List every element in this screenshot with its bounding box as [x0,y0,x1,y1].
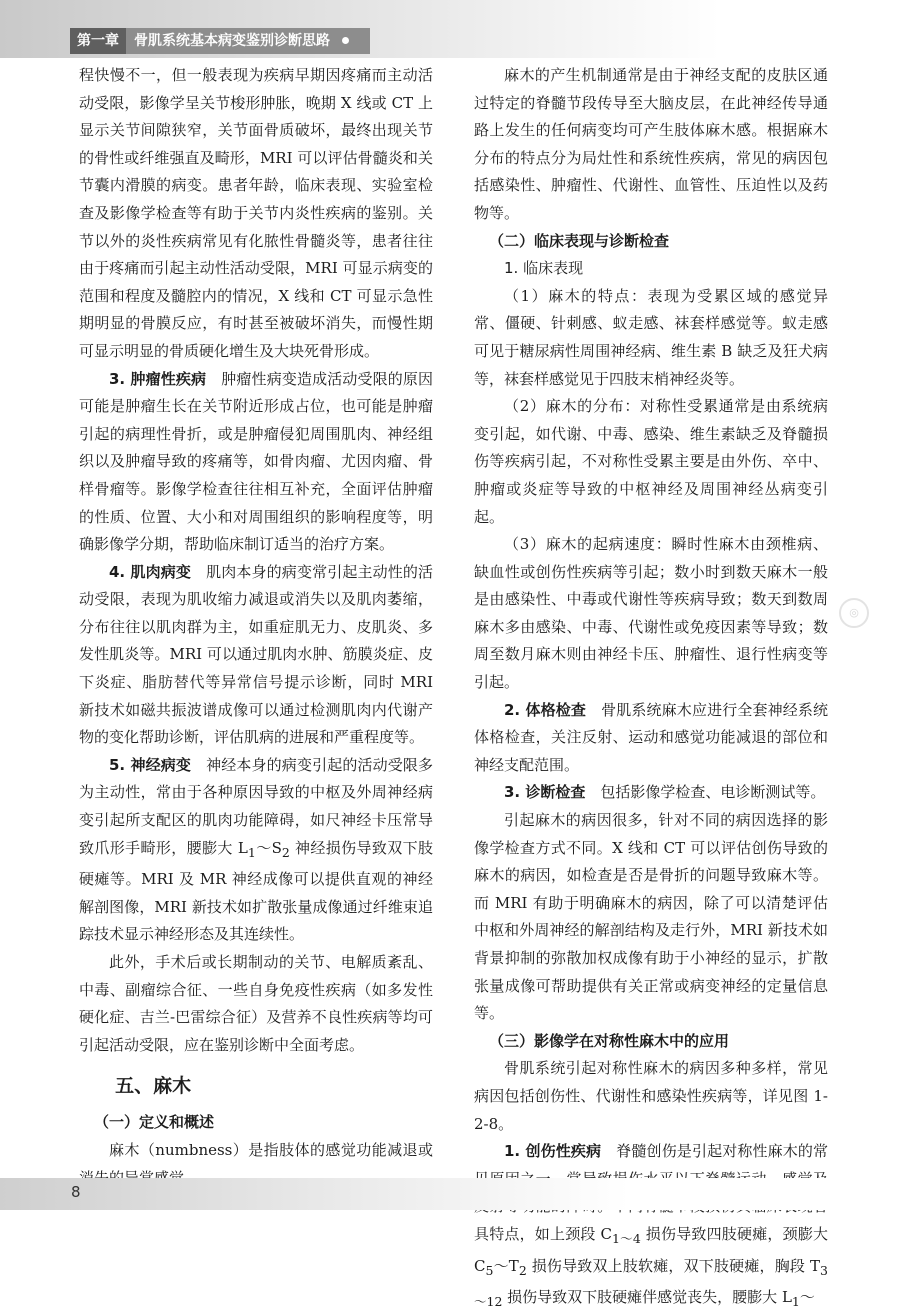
header-dot-icon [342,37,349,44]
paragraph-text: 骨肌系统麻木应进行全套神经系统体格检查，关注反射、运动和感觉功能减退的部位和神经支配范围。 [474,700,828,774]
paragraph-text: 肿瘤性病变造成活动受限的原因可能是肿瘤生长在关节附近形成占位，也可能是肿瘤引起的病理性骨折，或是肿瘤侵犯周围肌肉、神经组织以及肿瘤导致的疼痛等，如骨肉瘤、尤因肉瘤、骨样骨瘤等。影像学检查往往相互补充，全面评估肿瘤的性质、位置、大小和对周围组织的影响程度等，明确影像学分期，帮助临床制订适当的治疗方案。 [79,369,433,554]
subsection-heading: 1. 临床表现 [504,259,584,278]
paragraph-tumor [79,366,433,559]
subsection-heading: 5. 神经病变 [109,755,192,774]
subsection-heading: 1. 创伤性疾病 [504,1142,602,1161]
page-number: 8 [71,1183,81,1201]
paragraph: 此外，手术后或长期制动的关节、电解质紊乱、中毒、副瘤综合征、一些自身免疫性疾病（如多发性硬化症、吉兰-巴雷综合征）及营养不良性疾病等均可引起活动受限，应在鉴别诊断中全面考虑。 [79,953,433,1054]
paragraph: （1）麻木的特点：表现为受累区域的感觉异常、僵硬、针刺感、蚁走感、袜套样感觉等。蚁走感可见于糖尿病性周围神经病、维生素 B 缺乏及狂犬病等，袜套样感觉见于四肢末梢神经炎等。 [474,286,828,388]
paragraph-trauma [474,1138,828,1316]
paragraph: 引起麻木的病因很多，针对不同的病因选择的影像学检查方式不同。X 线和 CT 可以评估创伤导致的麻木的病因，如检查是否是骨折的问题导致麻木等。而 MRI 有助于明确麻木的病因，除了可以清楚评估中枢和外周神经的解剖结构及走行外，MRI 新技术如背景抑制的弥散加权成像有助于小神经的显示，扩散张量成像可帮助提供有关正常或病变神经的定量信息等。 [474,811,828,1023]
paragraph: 麻木（numbness）是指肢体的感觉功能减退或 [109,1140,433,1159]
paragraph-text: 神经损伤导致双下肢硬瘫等。MRI 及 MR 神经成像可以提供直观的神经解剖图像，MRI 新技术如扩散张量成像通过纤维束追踪技术显示神经形态及其连续性。 [79,838,433,944]
subsection-title: （二）临床表现与诊断检查 [489,231,670,250]
paragraph-text: 损伤导致双上肢软瘫，双下肢硬瘫，胸段 T [526,1256,821,1275]
paragraph: 麻木的产生机制通常是由于神经支配的皮肤区通过特定的脊髓节段传导至大脑皮层，在此神经传导通路上发生的任何病变均可产生肢体麻木感。根据麻木分布的特点分为局灶性和系统性疾病，常见的病因包括感染性、肿瘤性、代谢性、血管性、压迫性以及药物等。 [474,66,828,222]
subsection-title: （一）定义和概述 [94,1113,215,1132]
subsection-heading: 2. 体格检查 [504,700,587,719]
subscript: 2 [518,1262,527,1278]
paragraph-text: 脊髓创伤是引起对称性麻木的常 具特点，如上颈段 C [474,1142,828,1243]
subscript: 5 [485,1262,494,1278]
paragraph: （3）麻木的起病速度：瞬时性麻木由颈椎病、缺血性或创伤性疾病等引起；数小时到数天麻木一般是由感染性、中毒或代谢性等疾病导致；数天到数周麻木多由感染、中毒、代谢性或免疫因素等导致；数周至数月麻木则由神经卡压、肿瘤性、退行性病变等引起。 [474,535,828,692]
paragraph-nerve [79,752,433,949]
subscript: 3～12 [474,1262,828,1310]
paragraph-text: ～T [493,1256,519,1275]
subscript: 1 [247,844,256,860]
paragraph-exam [474,697,828,780]
section-title: 五、麻木 [115,1075,192,1098]
paragraph-text: 神经本身的病变引起的活动受限多为主动性，常由于各种原因导致的中枢及外周神经病变引起所支配区的肌肉功能障碍，如尺神经卡压常导致爪形手畸形，腰膨大 L [79,755,433,857]
paragraph-text: 包括影像学检查、电诊断测试等。 [600,783,826,802]
footer-band [0,1178,900,1210]
chapter-tag: 第一章 [70,28,126,54]
paragraph: 骨肌系统引起对称性麻木的病因多种多样，常见病因包括创伤性、代谢性和感染性疾病等，详见图 1-2-8。 [474,1059,828,1133]
paragraph: （2）麻木的分布：对称性受累通常是由系统病变引起，如代谢、中毒、感染、维生素缺乏及脊髓损伤等疾病引起，不对称性受累主要是由外伤、卒中、肿瘤或炎症等导致的中枢神经及周围神经丛病变引起。 [474,397,828,526]
paragraph-text: ～S [255,838,282,857]
subscript: 1 [791,1294,800,1310]
subsection-heading: 4. 肌肉病变 [109,562,192,581]
right-column [474,62,828,1316]
paragraph-text: 肌肉本身的病变常引起主动性的活动受限，表现为肌收缩力减退或消失以及肌肉萎缩，分布往往以肌肉群为主，如重症肌无力、皮肌炎、多发性肌炎等。MRI 可以通过肌肉水肿、筋膜炎症、皮下炎症、脂肪替代等异常信号提示诊断，同时 MRI 新技术如磁共振波谱成像可以通过检测肌肉内代谢产物的变化帮助诊断，评估肌病的进展和严重程度等。 [79,562,433,747]
paragraph-muscle [79,559,433,752]
paragraph-text: 损伤导致四肢硬瘫，颈膨大 C [474,1224,828,1275]
side-watermark-icon: ◎ [839,598,869,628]
paragraph-text: 损伤导致双下肢硬瘫伴感觉丧失，腰膨大 L [502,1288,792,1307]
subsection-heading: 3. 诊断检查 [504,783,586,802]
subscript: 2 [281,844,290,860]
paragraph: 程快慢不一，但一般表现为疾病早期因疼痛而主动活动受限，影像学呈关节梭形肿胀，晚期 X 线或 CT 上显示关节间隙狭窄，关节面骨质破坏，最终出现关节的骨性或纤维强直及畸形，MRI 可以评估骨髓炎和关节囊内滑膜的病变。患者年龄，临床表现、实验室检查及影像学检查等有助于关节内炎性疾病的鉴别。关节以外的炎性疾病常见有化脓性骨髓炎等，患者往往由于疼痛而引起主动性活动受限，MRI 可显示病变的范围和程度及髓腔内的情况，X 线和 CT 可显示急性期明显的骨膜反应，有时甚至被破坏消失，而慢性期可显示明显的骨质硬化增生及大块死骨形成。 [79,66,433,360]
paragraph-diag [474,779,828,807]
left-column [79,62,433,1192]
subsection-heading: 3. 肿瘤性疾病 [109,369,207,388]
subsection-title: （三）影像学在对称性麻木中的应用 [489,1031,730,1050]
paragraph-text: ～ [799,1288,815,1307]
subscript: 1～4 [612,1230,641,1246]
chapter-title: 骨肌系统基本病变鉴别诊断思路 [134,33,330,49]
